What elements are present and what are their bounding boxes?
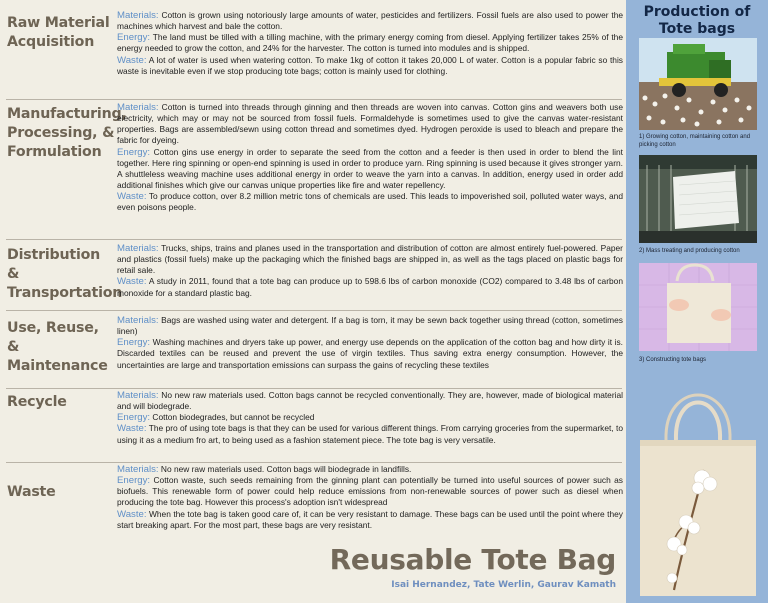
section-recycle	[0, 389, 626, 463]
item-label: Waste:	[117, 191, 147, 203]
section-manufacturing	[0, 100, 626, 237]
item-label: Materials:	[117, 390, 159, 401]
item-text: Cotton gins use energy in order to separate the seed from the cotton and a feeder is then used in order to blend the lint together. Here ring spinning or open-end spinning is used in order to produce yarn. Ring spinning is used because it gives stronger yarn. A shuttleless weaving machine uses additional energy in order to weave the yarn into a canvas. In addition, energy used in order add additional finishes which give our canvas unique properties like fire and water repellency.	[117, 146, 624, 191]
section-body	[117, 102, 623, 214]
section-distribution	[0, 240, 626, 305]
section-heading: Distribution & Transportation	[7, 247, 123, 301]
item-materials	[117, 315, 623, 337]
item-text: When the tote bag is taken good care of, it can be very resistant to damage. These bags can be used until the point where they start breaking apart. For the most part, these bags are very resistant.	[117, 508, 623, 530]
item-materials	[117, 10, 623, 32]
item-text: Washing machines and dryers take up power, and energy use depends on the application of the cotton bag and how dirty it is. Discarded textiles can be reused and prevent the use of virgin textiles. Thus saving extra energy consumption. However, the uncertainties are large and transportation emissions can surpass the gains of recycling these textiles	[117, 337, 623, 370]
textile-machine-image	[639, 155, 757, 243]
sidebar	[626, 0, 768, 603]
section-heading: Recycle	[7, 394, 67, 410]
item-energy	[117, 475, 623, 508]
item-label: Energy:	[117, 337, 151, 349]
item-label: Materials:	[117, 102, 159, 113]
item-waste	[117, 423, 623, 445]
item-energy	[117, 337, 623, 370]
section-heading: Use, Reuse, & Maintenance	[7, 320, 108, 374]
item-energy	[117, 147, 623, 192]
item-text: Trucks, ships, trains and planes used in the transportation and distribution of cotton are almost entirely fuel-powered. Paper and plastics (fossil fuels) make up the packaging which the finished bags are shipped in, as well as the tags placed on plastic bags for retail sale.	[117, 243, 623, 276]
item-waste	[117, 276, 623, 298]
item-label: Energy:	[117, 475, 151, 487]
sidebar-caption: 1) Growing cotton, maintaining cotton and picking cotton	[639, 134, 751, 148]
item-text: The land must be tilled with a tilling machine, with the primary energy coming from diesel. Applying fertilizer takes 25% of the energy needed to grow the cotton, and 24% for the harvester. The cotton is turned into modules and is shipped.	[117, 32, 623, 54]
item-label: Waste:	[117, 276, 147, 288]
item-text: Cotton waste, such seeds remaining from the ginning plant can potentially be turned into useful sources of power such as biofuels. This renewable form of power could help reduce emissions from non-renewable sources of power such as diesel when producing the tote bag. However this process's adoption isn't widespread	[117, 475, 623, 508]
item-label: Waste:	[117, 54, 147, 66]
item-label: Materials:	[117, 315, 159, 326]
item-text: No new raw materials used. Cotton bags will biodegrade in landfills.	[160, 464, 412, 474]
section-heading: Manufacturing, Processing, & Formulation	[7, 106, 127, 160]
sidebar-title: Production of Tote bags	[643, 4, 751, 37]
section-heading: Waste	[7, 484, 56, 500]
item-text: Bags are washed using water and detergent. If a bag is torn, it may be sewn back together using thread (cotton, sometimes linen)	[117, 315, 623, 337]
item-label: Waste:	[117, 508, 147, 520]
item-text: The pro of using tote bags is that they can be used for various different things. From carrying groceries from the supermarket, to using it as a medium fro art, to being used as a fashion statement piece. The tote bag is very versatile.	[117, 423, 624, 445]
tote-bag-illustration	[634, 380, 762, 600]
item-text: A lot of water is used when watering cotton. To make 1kg of cotton it takes 20,000 L of water. Cotton is a popular fabric so this waste is inevitable even if we stop producing tote bags; cotton is mainly used for clothing.	[117, 54, 623, 76]
section-body	[117, 464, 623, 531]
item-text: A study in 2011, found that a tote bag can produce up to 598.6 lbs of carbon monoxide (CO2) compared to 3.48 lbs of carbon monoxide for a standard plastic bag.	[117, 276, 623, 298]
item-energy	[117, 412, 623, 423]
item-waste	[117, 191, 623, 213]
section-use-reuse	[0, 311, 626, 389]
item-label: Energy:	[117, 32, 151, 44]
item-text: Cotton is turned into threads through ginning and then threads are woven into canvas. Cotton gins and weavers both use electricity, which may or may not be sourced from fossil fuels. Formaldehyde is sometimes used to give the canvas water-resistant properties. Bags are assembled/sewn using cotton thread and sometimes dyed. Hydrogen peroxide is used to bleach and prepare the fabric for dyeing.	[117, 102, 624, 146]
poster-title: Reusable Tote Bag	[329, 543, 616, 576]
item-text: Cotton is grown using notoriously large amounts of water, pesticides and fertilizers. Fossil fuels are also used to power the machines which harvest and bale the cotton.	[117, 10, 624, 32]
section-body	[117, 390, 623, 446]
textile-machine-illustration	[639, 155, 757, 243]
section-waste	[0, 463, 626, 543]
item-text: To produce cotton, over 8.2 million metric tons of chemicals are used. This leads to impoverished soil, polluted water ways, and even poisons people.	[117, 191, 623, 213]
item-text: Cotton biodegrades, but cannot be recycled	[152, 412, 315, 423]
item-label: Materials:	[117, 464, 159, 475]
section-heading: Raw Material Acquisition	[7, 15, 110, 50]
item-energy	[117, 32, 623, 54]
sidebar-caption: 2) Mass treating and producing cotton	[639, 248, 740, 254]
item-waste	[117, 55, 623, 77]
section-body	[117, 315, 623, 371]
sidebar-caption: 3) Constructing tote bags	[639, 357, 707, 363]
section-body	[117, 243, 623, 299]
cotton-harvester-image	[639, 38, 757, 130]
item-materials	[117, 464, 623, 475]
item-waste	[117, 509, 623, 531]
item-label: Energy:	[117, 146, 151, 158]
cotton-harvester-illustration	[639, 38, 757, 130]
item-materials	[117, 390, 623, 412]
section-body	[117, 10, 623, 77]
item-label: Materials:	[117, 243, 159, 254]
item-materials	[117, 102, 623, 147]
poster-authors: Isai Hernandez, Tate Werlin, Gaurav Kamath	[391, 580, 616, 590]
item-label: Materials:	[117, 10, 159, 21]
tote-construction-illustration	[639, 263, 757, 351]
item-text: No new raw materials used. Cotton bags cannot be recycled conventionally. They are, however, made of biological material and will biodegrade.	[117, 390, 623, 412]
item-materials	[117, 243, 623, 276]
item-label: Waste:	[117, 423, 147, 435]
tote-construction-image	[639, 263, 757, 351]
item-label: Energy:	[117, 412, 151, 424]
section-raw-material	[0, 0, 626, 97]
